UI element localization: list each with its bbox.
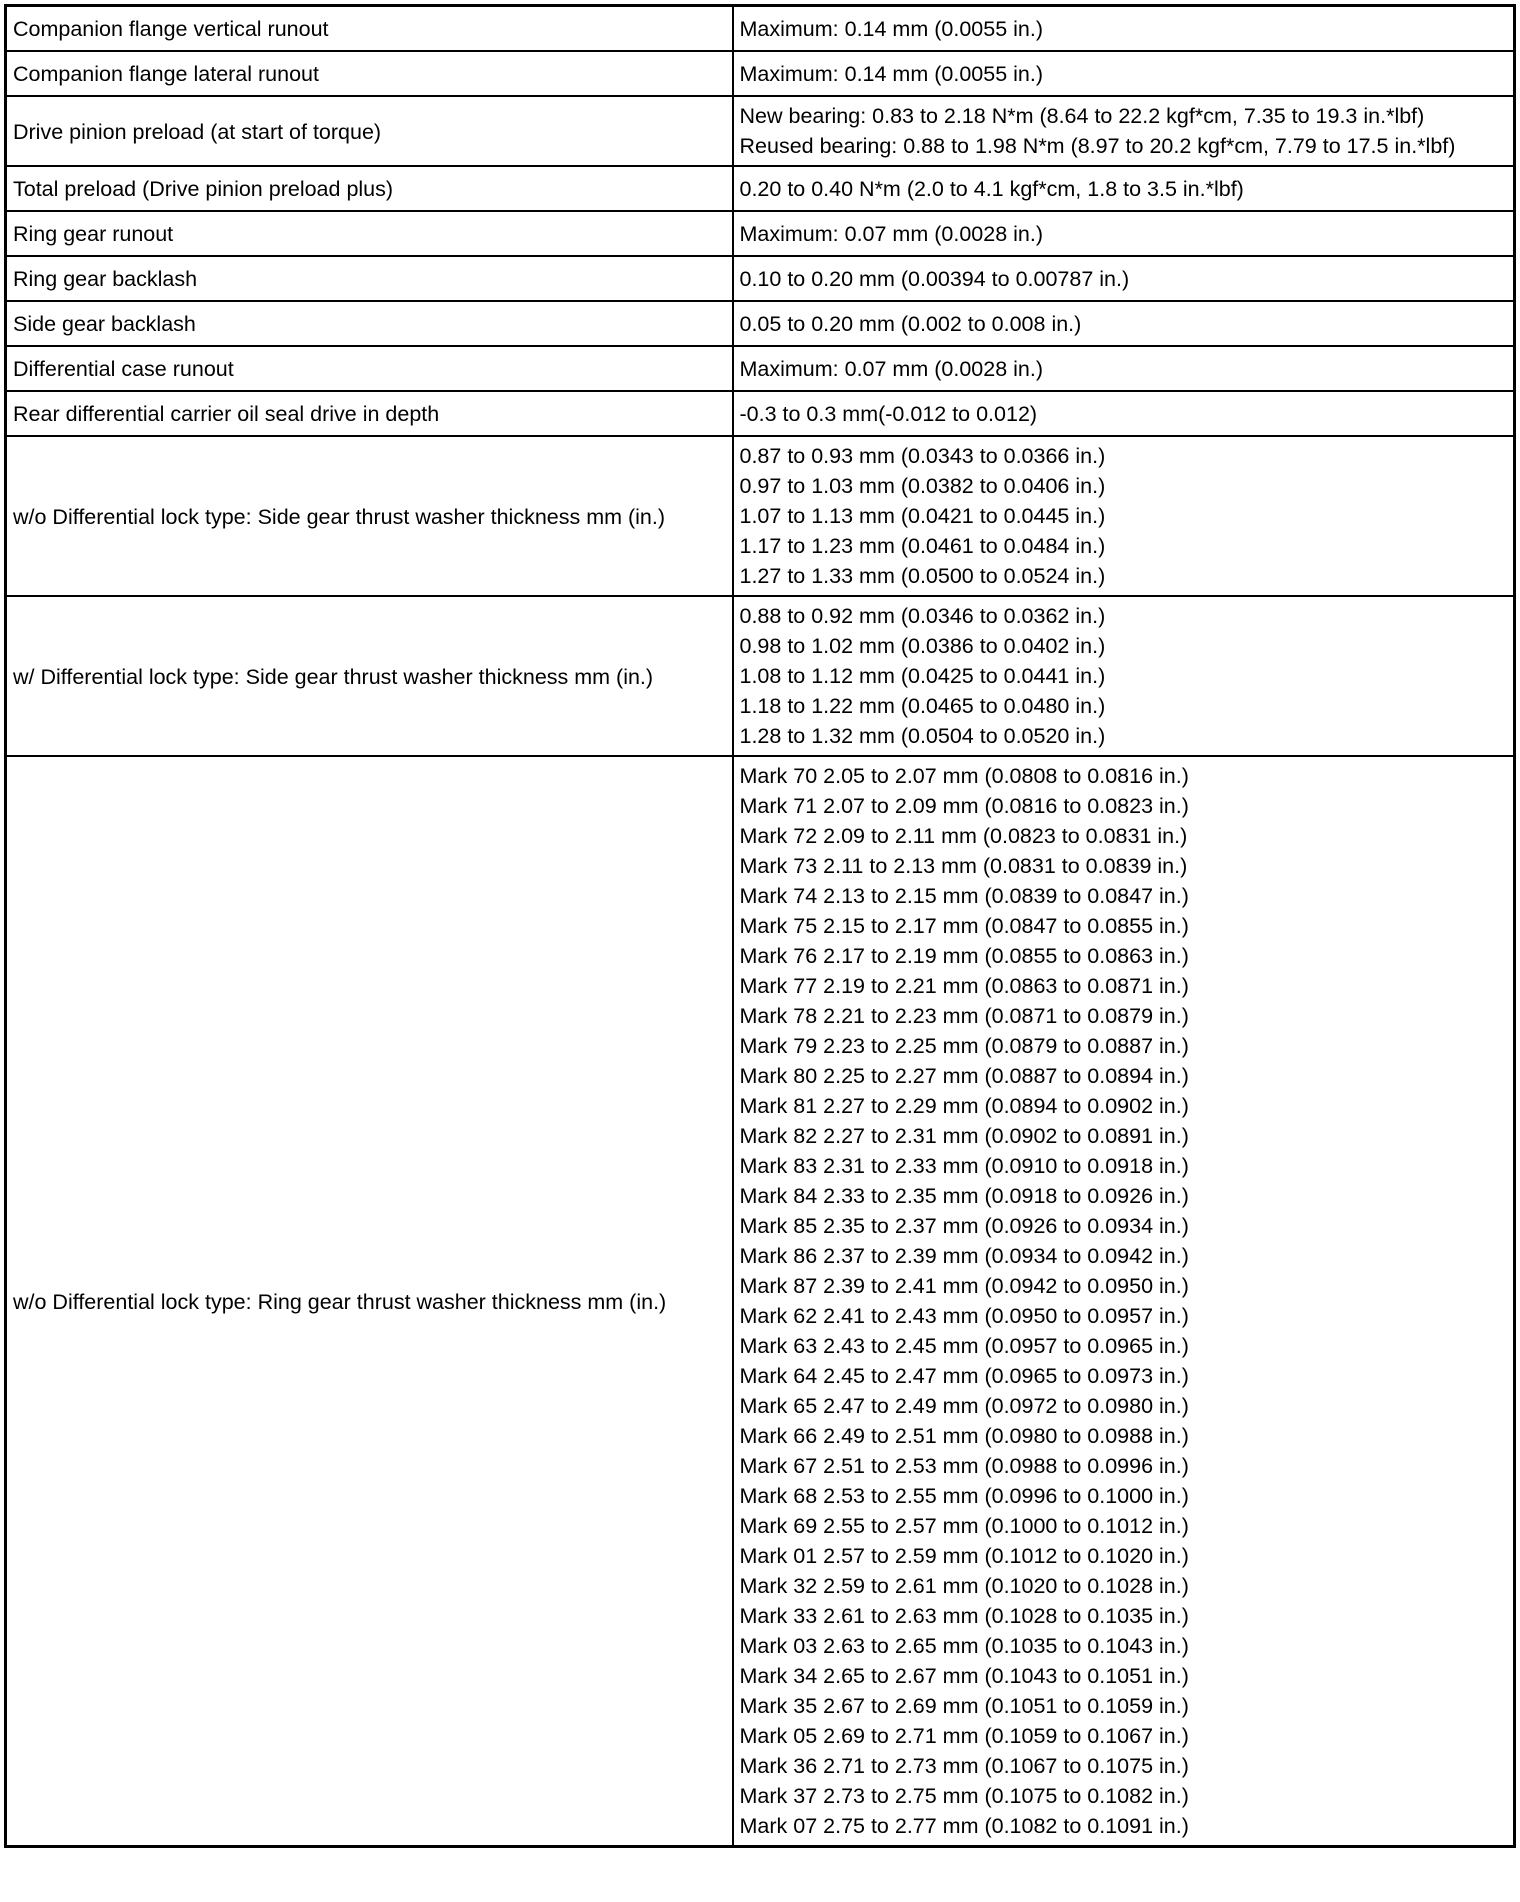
spec-value-line: Mark 85 2.35 to 2.37 mm (0.0926 to 0.0934 in.) xyxy=(739,1214,1189,1238)
spec-item-label: w/ Differential lock type: Side gear thrust washer thickness mm (in.) xyxy=(6,596,733,756)
specification-table xyxy=(4,4,1516,1848)
spec-value-cell xyxy=(733,211,1515,256)
spec-item-label: Ring gear runout xyxy=(6,211,733,256)
spec-value-cell xyxy=(733,301,1515,346)
spec-value-line: 0.88 to 0.92 mm (0.0346 to 0.0362 in.) xyxy=(739,604,1106,628)
spec-value-line: Mark 83 2.31 to 2.33 mm (0.0910 to 0.0918 in.) xyxy=(739,1154,1189,1178)
spec-value-line: Mark 81 2.27 to 2.29 mm (0.0894 to 0.0902 in.) xyxy=(739,1094,1189,1118)
spec-value-line: Mark 63 2.43 to 2.45 mm (0.0957 to 0.0965 in.) xyxy=(739,1334,1189,1358)
spec-value-line: Mark 66 2.49 to 2.51 mm (0.0980 to 0.0988 in.) xyxy=(739,1424,1189,1448)
table-row xyxy=(6,436,1515,596)
spec-value-line: Mark 73 2.11 to 2.13 mm (0.0831 to 0.0839 in.) xyxy=(739,854,1188,878)
spec-item-label: w/o Differential lock type: Ring gear thrust washer thickness mm (in.) xyxy=(6,756,733,1847)
spec-value-line: Mark 03 2.63 to 2.65 mm (0.1035 to 0.1043 in.) xyxy=(739,1634,1189,1658)
spec-value-line: 1.18 to 1.22 mm (0.0465 to 0.0480 in.) xyxy=(739,694,1106,718)
spec-value-cell xyxy=(733,256,1515,301)
spec-value-line: Mark 01 2.57 to 2.59 mm (0.1012 to 0.1020 in.) xyxy=(739,1544,1189,1568)
specification-table-body xyxy=(6,6,1515,1847)
spec-item-label: Total preload (Drive pinion preload plus) xyxy=(6,166,733,211)
spec-value-line: New bearing: 0.83 to 2.18 N*m (8.64 to 22.2 kgf*cm, 7.35 to 19.3 in.*lbf) xyxy=(739,104,1425,128)
spec-item-label: Drive pinion preload (at start of torque) xyxy=(6,96,733,166)
spec-value-line: Mark 87 2.39 to 2.41 mm (0.0942 to 0.0950 in.) xyxy=(739,1274,1189,1298)
spec-value-line: 0.97 to 1.03 mm (0.0382 to 0.0406 in.) xyxy=(739,474,1106,498)
spec-item-label: Ring gear backlash xyxy=(6,256,733,301)
spec-value-line: Mark 78 2.21 to 2.23 mm (0.0871 to 0.0879 in.) xyxy=(739,1004,1189,1028)
spec-value-line: Mark 69 2.55 to 2.57 mm (0.1000 to 0.1012 in.) xyxy=(739,1514,1189,1538)
table-row xyxy=(6,346,1515,391)
spec-value-line: Mark 71 2.07 to 2.09 mm (0.0816 to 0.0823 in.) xyxy=(739,794,1189,818)
spec-value-line: Reused bearing: 0.88 to 1.98 N*m (8.97 to 20.2 kgf*cm, 7.79 to 17.5 in.*lbf) xyxy=(739,134,1456,158)
spec-value-line: 1.28 to 1.32 mm (0.0504 to 0.0520 in.) xyxy=(739,724,1106,748)
table-row xyxy=(6,96,1515,166)
spec-value-line: Mark 75 2.15 to 2.17 mm (0.0847 to 0.0855 in.) xyxy=(739,914,1189,938)
spec-value-line: 1.07 to 1.13 mm (0.0421 to 0.0445 in.) xyxy=(739,504,1106,528)
spec-value-line: Mark 80 2.25 to 2.27 mm (0.0887 to 0.0894 in.) xyxy=(739,1064,1189,1088)
spec-value-line: Mark 36 2.71 to 2.73 mm (0.1067 to 0.1075 in.) xyxy=(739,1754,1189,1778)
spec-value-line: Mark 70 2.05 to 2.07 mm (0.0808 to 0.0816 in.) xyxy=(739,764,1189,788)
spec-value-line: Mark 35 2.67 to 2.69 mm (0.1051 to 0.1059 in.) xyxy=(739,1694,1189,1718)
spec-value-line: Mark 72 2.09 to 2.11 mm (0.0823 to 0.0831 in.) xyxy=(739,824,1188,848)
spec-value-cell xyxy=(733,6,1515,52)
spec-value-line: Mark 37 2.73 to 2.75 mm (0.1075 to 0.1082 in.) xyxy=(739,1784,1189,1808)
spec-value-cell xyxy=(733,51,1515,96)
spec-item-label: w/o Differential lock type: Side gear thrust washer thickness mm (in.) xyxy=(6,436,733,596)
spec-value-line: Mark 76 2.17 to 2.19 mm (0.0855 to 0.0863 in.) xyxy=(739,944,1189,968)
spec-value-line: Maximum: 0.07 mm (0.0028 in.) xyxy=(739,222,1043,246)
table-row xyxy=(6,256,1515,301)
spec-value-line: 0.98 to 1.02 mm (0.0386 to 0.0402 in.) xyxy=(739,634,1106,658)
spec-value-line: Mark 62 2.41 to 2.43 mm (0.0950 to 0.0957 in.) xyxy=(739,1304,1189,1328)
spec-value-line: Maximum: 0.14 mm (0.0055 in.) xyxy=(739,17,1043,41)
spec-item-label: Differential case runout xyxy=(6,346,733,391)
spec-value-line: Mark 05 2.69 to 2.71 mm (0.1059 to 0.1067 in.) xyxy=(739,1724,1189,1748)
spec-value-line: Mark 82 2.27 to 2.31 mm (0.0902 to 0.0891 in.) xyxy=(739,1124,1189,1148)
spec-value-line: 1.08 to 1.12 mm (0.0425 to 0.0441 in.) xyxy=(739,664,1106,688)
table-row xyxy=(6,391,1515,436)
spec-value-line: Mark 68 2.53 to 2.55 mm (0.0996 to 0.1000 in.) xyxy=(739,1484,1189,1508)
spec-value-line: Mark 34 2.65 to 2.67 mm (0.1043 to 0.1051 in.) xyxy=(739,1664,1189,1688)
spec-value-cell xyxy=(733,166,1515,211)
spec-value-line: Mark 67 2.51 to 2.53 mm (0.0988 to 0.0996 in.) xyxy=(739,1454,1189,1478)
spec-value-line: 1.17 to 1.23 mm (0.0461 to 0.0484 in.) xyxy=(739,534,1106,558)
spec-value-line: 0.10 to 0.20 mm (0.00394 to 0.00787 in.) xyxy=(739,267,1130,291)
table-row xyxy=(6,756,1515,1847)
spec-value-cell xyxy=(733,96,1515,166)
spec-value-line: 1.27 to 1.33 mm (0.0500 to 0.0524 in.) xyxy=(739,564,1106,588)
table-row xyxy=(6,51,1515,96)
spec-value-line: Mark 64 2.45 to 2.47 mm (0.0965 to 0.0973 in.) xyxy=(739,1364,1189,1388)
spec-value-line: Mark 86 2.37 to 2.39 mm (0.0934 to 0.0942 in.) xyxy=(739,1244,1189,1268)
table-row xyxy=(6,211,1515,256)
spec-value-line: 0.87 to 0.93 mm (0.0343 to 0.0366 in.) xyxy=(739,444,1106,468)
spec-value-line: 0.20 to 0.40 N*m (2.0 to 4.1 kgf*cm, 1.8 to 3.5 in.*lbf) xyxy=(739,177,1244,201)
spec-value-line: -0.3 to 0.3 mm(-0.012 to 0.012) xyxy=(739,402,1038,426)
spec-value-line: Mark 32 2.59 to 2.61 mm (0.1020 to 0.1028 in.) xyxy=(739,1574,1189,1598)
table-row xyxy=(6,166,1515,211)
spec-value-cell xyxy=(733,346,1515,391)
spec-item-label: Companion flange vertical runout xyxy=(6,6,733,52)
spec-item-label: Rear differential carrier oil seal drive in depth xyxy=(6,391,733,436)
spec-value-line: Mark 65 2.47 to 2.49 mm (0.0972 to 0.0980 in.) xyxy=(739,1394,1189,1418)
spec-value-cell xyxy=(733,391,1515,436)
spec-value-line: Maximum: 0.07 mm (0.0028 in.) xyxy=(739,357,1043,381)
spec-value-line: Mark 74 2.13 to 2.15 mm (0.0839 to 0.0847 in.) xyxy=(739,884,1189,908)
spec-value-line: Mark 84 2.33 to 2.35 mm (0.0918 to 0.0926 in.) xyxy=(739,1184,1189,1208)
spec-value-line: Mark 07 2.75 to 2.77 mm (0.1082 to 0.1091 in.) xyxy=(739,1814,1189,1838)
spec-value-cell xyxy=(733,756,1515,1847)
spec-value-line: Mark 33 2.61 to 2.63 mm (0.1028 to 0.1035 in.) xyxy=(739,1604,1189,1628)
spec-value-cell xyxy=(733,596,1515,756)
table-row xyxy=(6,301,1515,346)
spec-value-cell xyxy=(733,436,1515,596)
spec-value-line: Mark 77 2.19 to 2.21 mm (0.0863 to 0.0871 in.) xyxy=(739,974,1189,998)
spec-item-label: Companion flange lateral runout xyxy=(6,51,733,96)
spec-value-line: Mark 79 2.23 to 2.25 mm (0.0879 to 0.0887 in.) xyxy=(739,1034,1189,1058)
spec-value-line: Maximum: 0.14 mm (0.0055 in.) xyxy=(739,62,1043,86)
table-row xyxy=(6,6,1515,52)
table-row xyxy=(6,596,1515,756)
spec-value-line: 0.05 to 0.20 mm (0.002 to 0.008 in.) xyxy=(739,312,1082,336)
spec-item-label: Side gear backlash xyxy=(6,301,733,346)
